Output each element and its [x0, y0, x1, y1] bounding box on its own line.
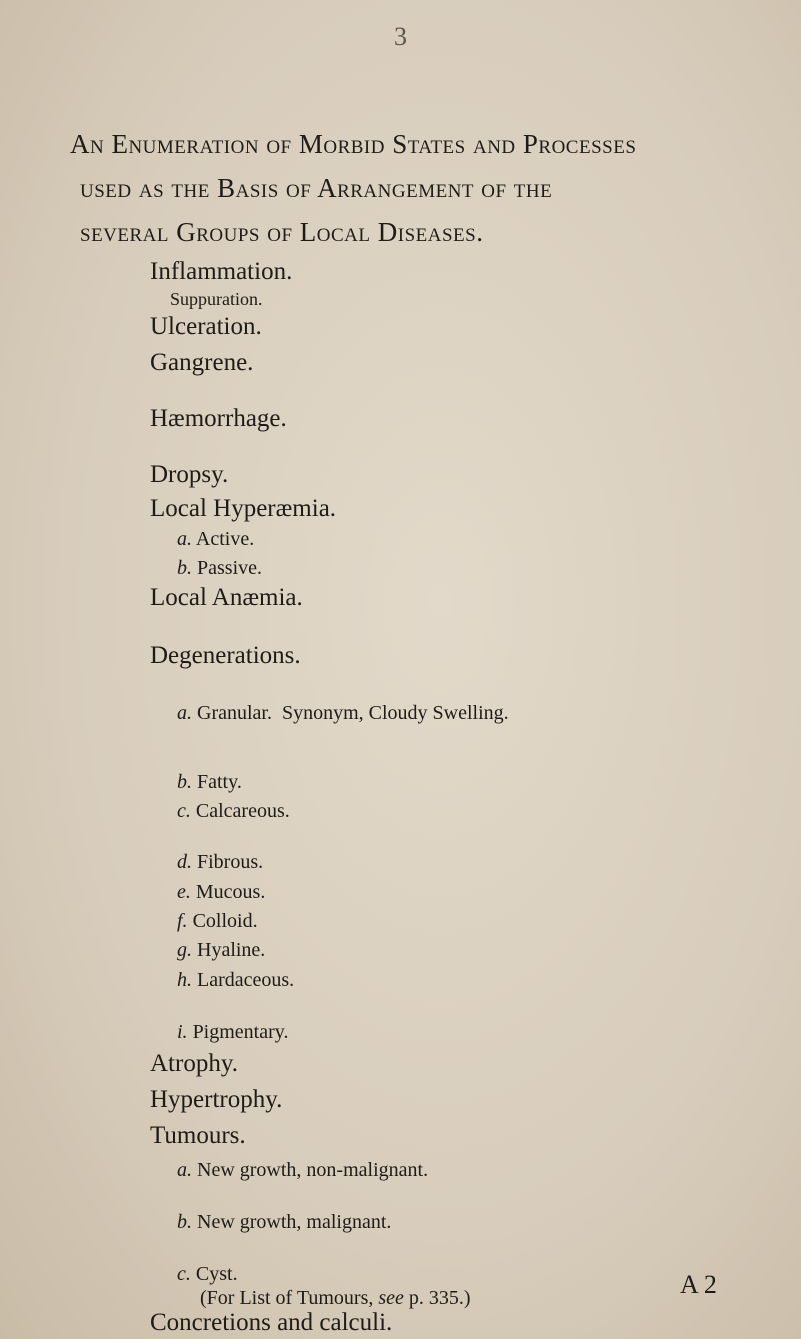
title-line-2: used as the Basis of Arrangement of the: [80, 173, 553, 203]
item-text: Calcareous.: [195, 800, 290, 822]
item-letter: b.: [177, 771, 192, 793]
entry-tum-a: [177, 1159, 428, 1182]
signature-mark: A 2: [680, 1270, 717, 1299]
entry-local-anaemia: Local Anæmia.: [150, 584, 303, 611]
title-line-1: An Enumeration of Morbid States and Processes: [70, 129, 637, 159]
item-text: New growth, non-malignant.: [197, 1159, 429, 1181]
entry-degenerations: Degenerations.: [150, 642, 301, 669]
entry-deg-f: [177, 910, 258, 933]
entry-suppuration: Suppuration.: [170, 289, 263, 309]
item-text: Fatty.: [197, 771, 242, 793]
note-pre: (For List of Tumours,: [200, 1287, 374, 1309]
item-text: Passive.: [197, 557, 262, 579]
page-title: [70, 122, 760, 254]
entry-deg-g: [177, 939, 265, 962]
entry-deg-a: [177, 702, 509, 725]
entry-tum-note: [200, 1287, 471, 1310]
item-letter: g.: [177, 939, 192, 961]
item-text: Lardaceous.: [197, 969, 295, 991]
item-letter: a.: [177, 702, 192, 724]
entry-ulceration: Ulceration.: [150, 313, 262, 340]
entry-hypertrophy: Hypertrophy.: [150, 1086, 283, 1113]
page-number: 3: [394, 22, 407, 51]
entry-tum-b: [177, 1211, 391, 1234]
entry-deg-i: [177, 1021, 288, 1044]
item-letter: a.: [177, 1159, 192, 1181]
entry-deg-b: [177, 771, 242, 794]
entry-deg-c: [177, 800, 290, 823]
item-letter: i.: [177, 1021, 188, 1043]
item-text: Fibrous.: [197, 851, 264, 873]
item-text: Active.: [195, 528, 255, 550]
item-text: New growth, malignant.: [197, 1211, 392, 1233]
item-letter: h.: [177, 969, 192, 991]
note-see: see: [378, 1287, 404, 1309]
entry-tumours: Tumours.: [150, 1122, 246, 1149]
item-letter: b.: [177, 557, 192, 579]
item-text: Cyst.: [195, 1263, 238, 1285]
item-text: Pigmentary.: [192, 1021, 289, 1043]
item-text: Colloid.: [192, 910, 258, 932]
entry-deg-d: [177, 851, 263, 874]
entry-deg-e: [177, 881, 265, 904]
entry-hyperaemia-b: [177, 557, 262, 580]
entry-tum-c: [177, 1263, 238, 1286]
item-letter: e.: [177, 881, 191, 903]
item-text: Mucous.: [195, 881, 266, 903]
entry-inflammation: Inflammation.: [150, 258, 293, 285]
entry-deg-h: [177, 969, 294, 992]
entry-gangrene: Gangrene.: [150, 349, 254, 376]
entry-local-hyperaemia: Local Hyperæmia.: [150, 495, 337, 522]
title-line-3: several Groups of Local Diseases.: [80, 217, 484, 247]
item-letter: b.: [177, 1211, 192, 1233]
item-text: Hyaline.: [197, 939, 266, 961]
entry-concretions: Concretions and calculi.: [150, 1309, 393, 1336]
item-letter: a.: [177, 528, 192, 550]
item-letter: c.: [177, 1263, 191, 1285]
entry-haemorrhage: Hæmorrhage.: [150, 405, 287, 432]
note-post: p. 335.): [408, 1287, 471, 1309]
entry-hyperaemia-a: [177, 528, 254, 551]
entry-dropsy: Dropsy.: [150, 461, 229, 488]
item-letter: f.: [177, 910, 188, 932]
item-letter: c.: [177, 800, 191, 822]
item-letter: d.: [177, 851, 192, 873]
item-text: Granular. Synonym, Cloudy Swelling.: [197, 702, 509, 724]
entry-atrophy: Atrophy.: [150, 1050, 238, 1077]
